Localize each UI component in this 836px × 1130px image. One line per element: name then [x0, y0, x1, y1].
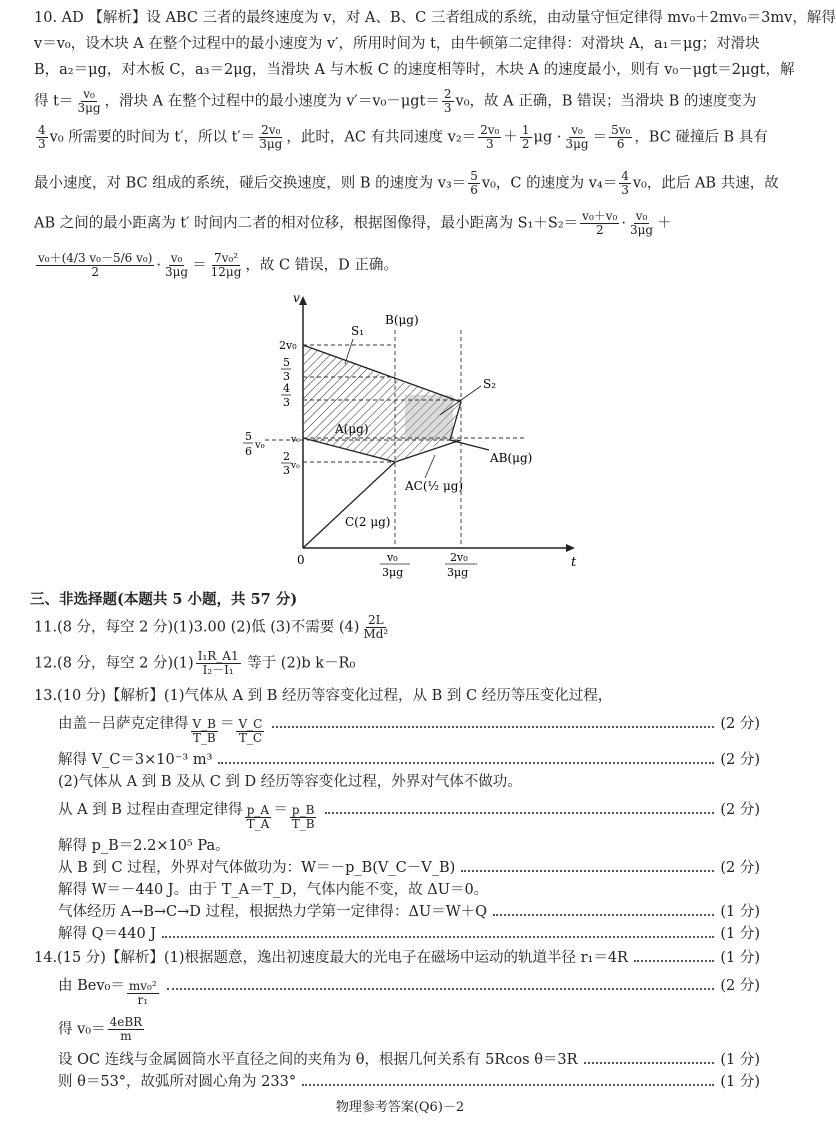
- y-tick-2v0: 2v₀: [279, 339, 297, 352]
- q13-line-5: 从 A 到 B 过程由查理定律得 p_A T_A ＝ p_B T_B (2 分): [58, 802, 760, 831]
- area-s1: [303, 345, 395, 462]
- q10-line-5: $\frac{4}{3}$ v₀ 所需要的时间为 t′，所以 t′＝ $\frac{\text{2v₀}}{3\mu g}$ ，此时，AC 有共同速度 v₂＝ $\frac{\text{2v₀}}{3}$ ＋ $\frac{1}{2}$ μg · $\frac{\text{v₀}}{3\mu g}$ ＝ $\frac{\text{5v₀}}{6}$ ，BC 碰撞后 B 具有: [38, 123, 768, 151]
- v-axis-arrow: [299, 296, 307, 305]
- y-tick-43-den: 3: [283, 396, 290, 409]
- y-tick-v0: v₀: [291, 435, 300, 445]
- q14-line-1: 14.(15 分)【解析】(1)根据题意，逸出初速度最大的光电子在磁场中运动的轨道半径 r₁＝4R (1 分): [34, 950, 760, 966]
- q10-line-8: $\frac{\text{v₀＋(4/3 v₀－5/6 v₀)}}{2}$ · $\frac{\text{v₀}}{3\mu g}$ ＝ $\frac{\text{7v₀²}}{12\mu g}$ ，故 C 错误，D 正确。: [38, 251, 398, 279]
- label-ab: AB(μg): [490, 451, 533, 465]
- q13-line-6: 解得 p_B＝2.2×10⁵ Pa。: [58, 838, 230, 854]
- q13-line-4: (2)气体从 A 到 B 及从 C 到 D 经历等容变化过程，外界对气体不做功。: [58, 774, 522, 790]
- x-tick-2-den: 3μg: [447, 566, 469, 579]
- leader-s1: [345, 339, 353, 364]
- label-b: B(μg): [385, 313, 419, 327]
- y-tick-56-den: 6: [245, 445, 252, 458]
- y-tick-56-num: 5: [245, 430, 252, 443]
- s2-shading: [405, 395, 453, 440]
- label-ac: AC(½ μg): [405, 479, 464, 493]
- y-tick-56-v: v₀: [255, 440, 265, 451]
- q10-line-1: 10. AD 【解析】设 ABC 三者的最终速度为 v，对 A、B、C 三者组成的系统，由动量守恒定律得 mv₀＋2mv₀＝3mv，解得: [34, 10, 836, 26]
- q13-line-3: 解得 V_C＝3×10⁻³ m³ (2 分): [58, 752, 760, 768]
- q10-line-7: AB 之间的最小距离为 t′ 时间内二者的相对位移，根据图像得，最小距离为 S₁＋S₂＝ $\frac{\text{v₀＋v₀}}{2}$ · $\frac{\text{v₀}}{3\mu g}$ ＋: [34, 209, 672, 237]
- label-a: A(μg): [335, 422, 369, 436]
- y-tick-43-num: 4: [283, 382, 290, 395]
- q13-line-2: 由盖－吕萨克定律得 V_B T_B ＝ V_C T_C (2 分): [58, 716, 760, 745]
- q13-line-7: 从 B 到 C 过程，外界对气体做功为：W＝－p_B(V_C－V_B) (2 分): [58, 860, 760, 876]
- x-tick-2-num: 2v₀: [450, 551, 468, 564]
- label-s2: S₂: [483, 377, 497, 391]
- q10-line-2: v＝v₀，设木块 A 在整个过程中的最小速度为 v′，所用时间为 t，由牛顿第二定律得：对滑块 A，a₁＝μg；对滑块: [34, 36, 760, 52]
- y-tick-23-num: 2: [283, 450, 290, 463]
- label-c: C(2 μg): [345, 515, 391, 529]
- y-tick-53-den: 3: [283, 370, 290, 383]
- velocity-time-graph: [225, 290, 595, 580]
- y-tick-23-den: 3: [283, 464, 290, 477]
- q10-line-4: 得 t＝ $\frac{\text{v₀}}{3\mu g}$ ，滑块 A 在整个过程中的最小速度为 v′＝v₀－μgt＝ $\frac{2}{3}$ v₀，故 A 正确，B 错误；当滑块 B 的速度变为: [34, 87, 757, 115]
- v-axis-label: v: [293, 291, 300, 305]
- q13-line-10: 解得 Q＝440 J (1 分): [58, 926, 760, 942]
- q14-line-4: 设 OC 连线与金属圆筒水平直径之间的夹角为 θ，根据几何关系有 5Rcos θ＝3R (1 分): [58, 1052, 760, 1068]
- q14-line-3: 得 v₀＝ 4eBR m: [58, 1015, 143, 1043]
- q13-line-1: 13.(10 分)【解析】(1)气体从 A 到 B 经历等容变化过程，从 B 到 C 经历等压变化过程，: [34, 688, 613, 704]
- t-axis-arrow: [566, 544, 575, 552]
- x-tick-1-num: v₀: [387, 551, 398, 564]
- x-tick-1-den: 3μg: [382, 566, 404, 579]
- q14-line-2: 由 Bev₀＝ mv₀² r₁ (2 分): [58, 978, 760, 1007]
- label-s1: S₁: [351, 324, 365, 338]
- line-c: [303, 462, 395, 548]
- q13-line-8: 解得 W＝－440 J。由于 T_A＝T_D，气体内能不变，故 ΔU＝0。: [58, 882, 489, 898]
- q12-line: 12.(8 分，每空 2 分)(1) $\frac{\text{I₁R\_A1}}{\text{I₂－I₁}}$ 等于 (2)b k－R₀: [34, 649, 356, 677]
- q10-line-6: 最小速度，对 BC 组成的系统，碰后交换速度，则 B 的速度为 v₃＝ $\frac{5}{6}$ v₀，C 的速度为 v₄＝ $\frac{4}{3}$ v₀，此后 AB 共速，故: [34, 169, 779, 197]
- leader-ac: [425, 455, 435, 478]
- y-tick-23-v: v₀: [291, 461, 300, 471]
- q14-line-5: 则 θ＝53°，故弧所对圆心角为 233° (1 分): [58, 1074, 760, 1090]
- q13-line-9: 气体经历 A→B→C→D 过程，根据热力学第一定律得：ΔU＝W＋Q (1 分): [58, 904, 760, 920]
- page-footer: 物理参考答案(Q6)－2: [335, 1100, 465, 1115]
- q11-line: 11.(8 分，每空 2 分)(1)3.00 (2)低 (3)不需要 (4) $\frac{2L}{\text{Md²}}$: [34, 613, 389, 641]
- origin-label: 0: [297, 553, 305, 567]
- section-heading: 三、非选择题(本题共 5 小题，共 57 分): [30, 591, 298, 608]
- y-tick-53-num: 5: [283, 356, 290, 369]
- q10-line-3: B，a₂＝μg，对木板 C，a₃＝2μg，当滑块 A 与木板 C 的速度相等时，木块 A 的速度最小，则有 v₀－μgt＝2μgt，解: [34, 62, 795, 78]
- t-axis-label: t: [571, 555, 577, 570]
